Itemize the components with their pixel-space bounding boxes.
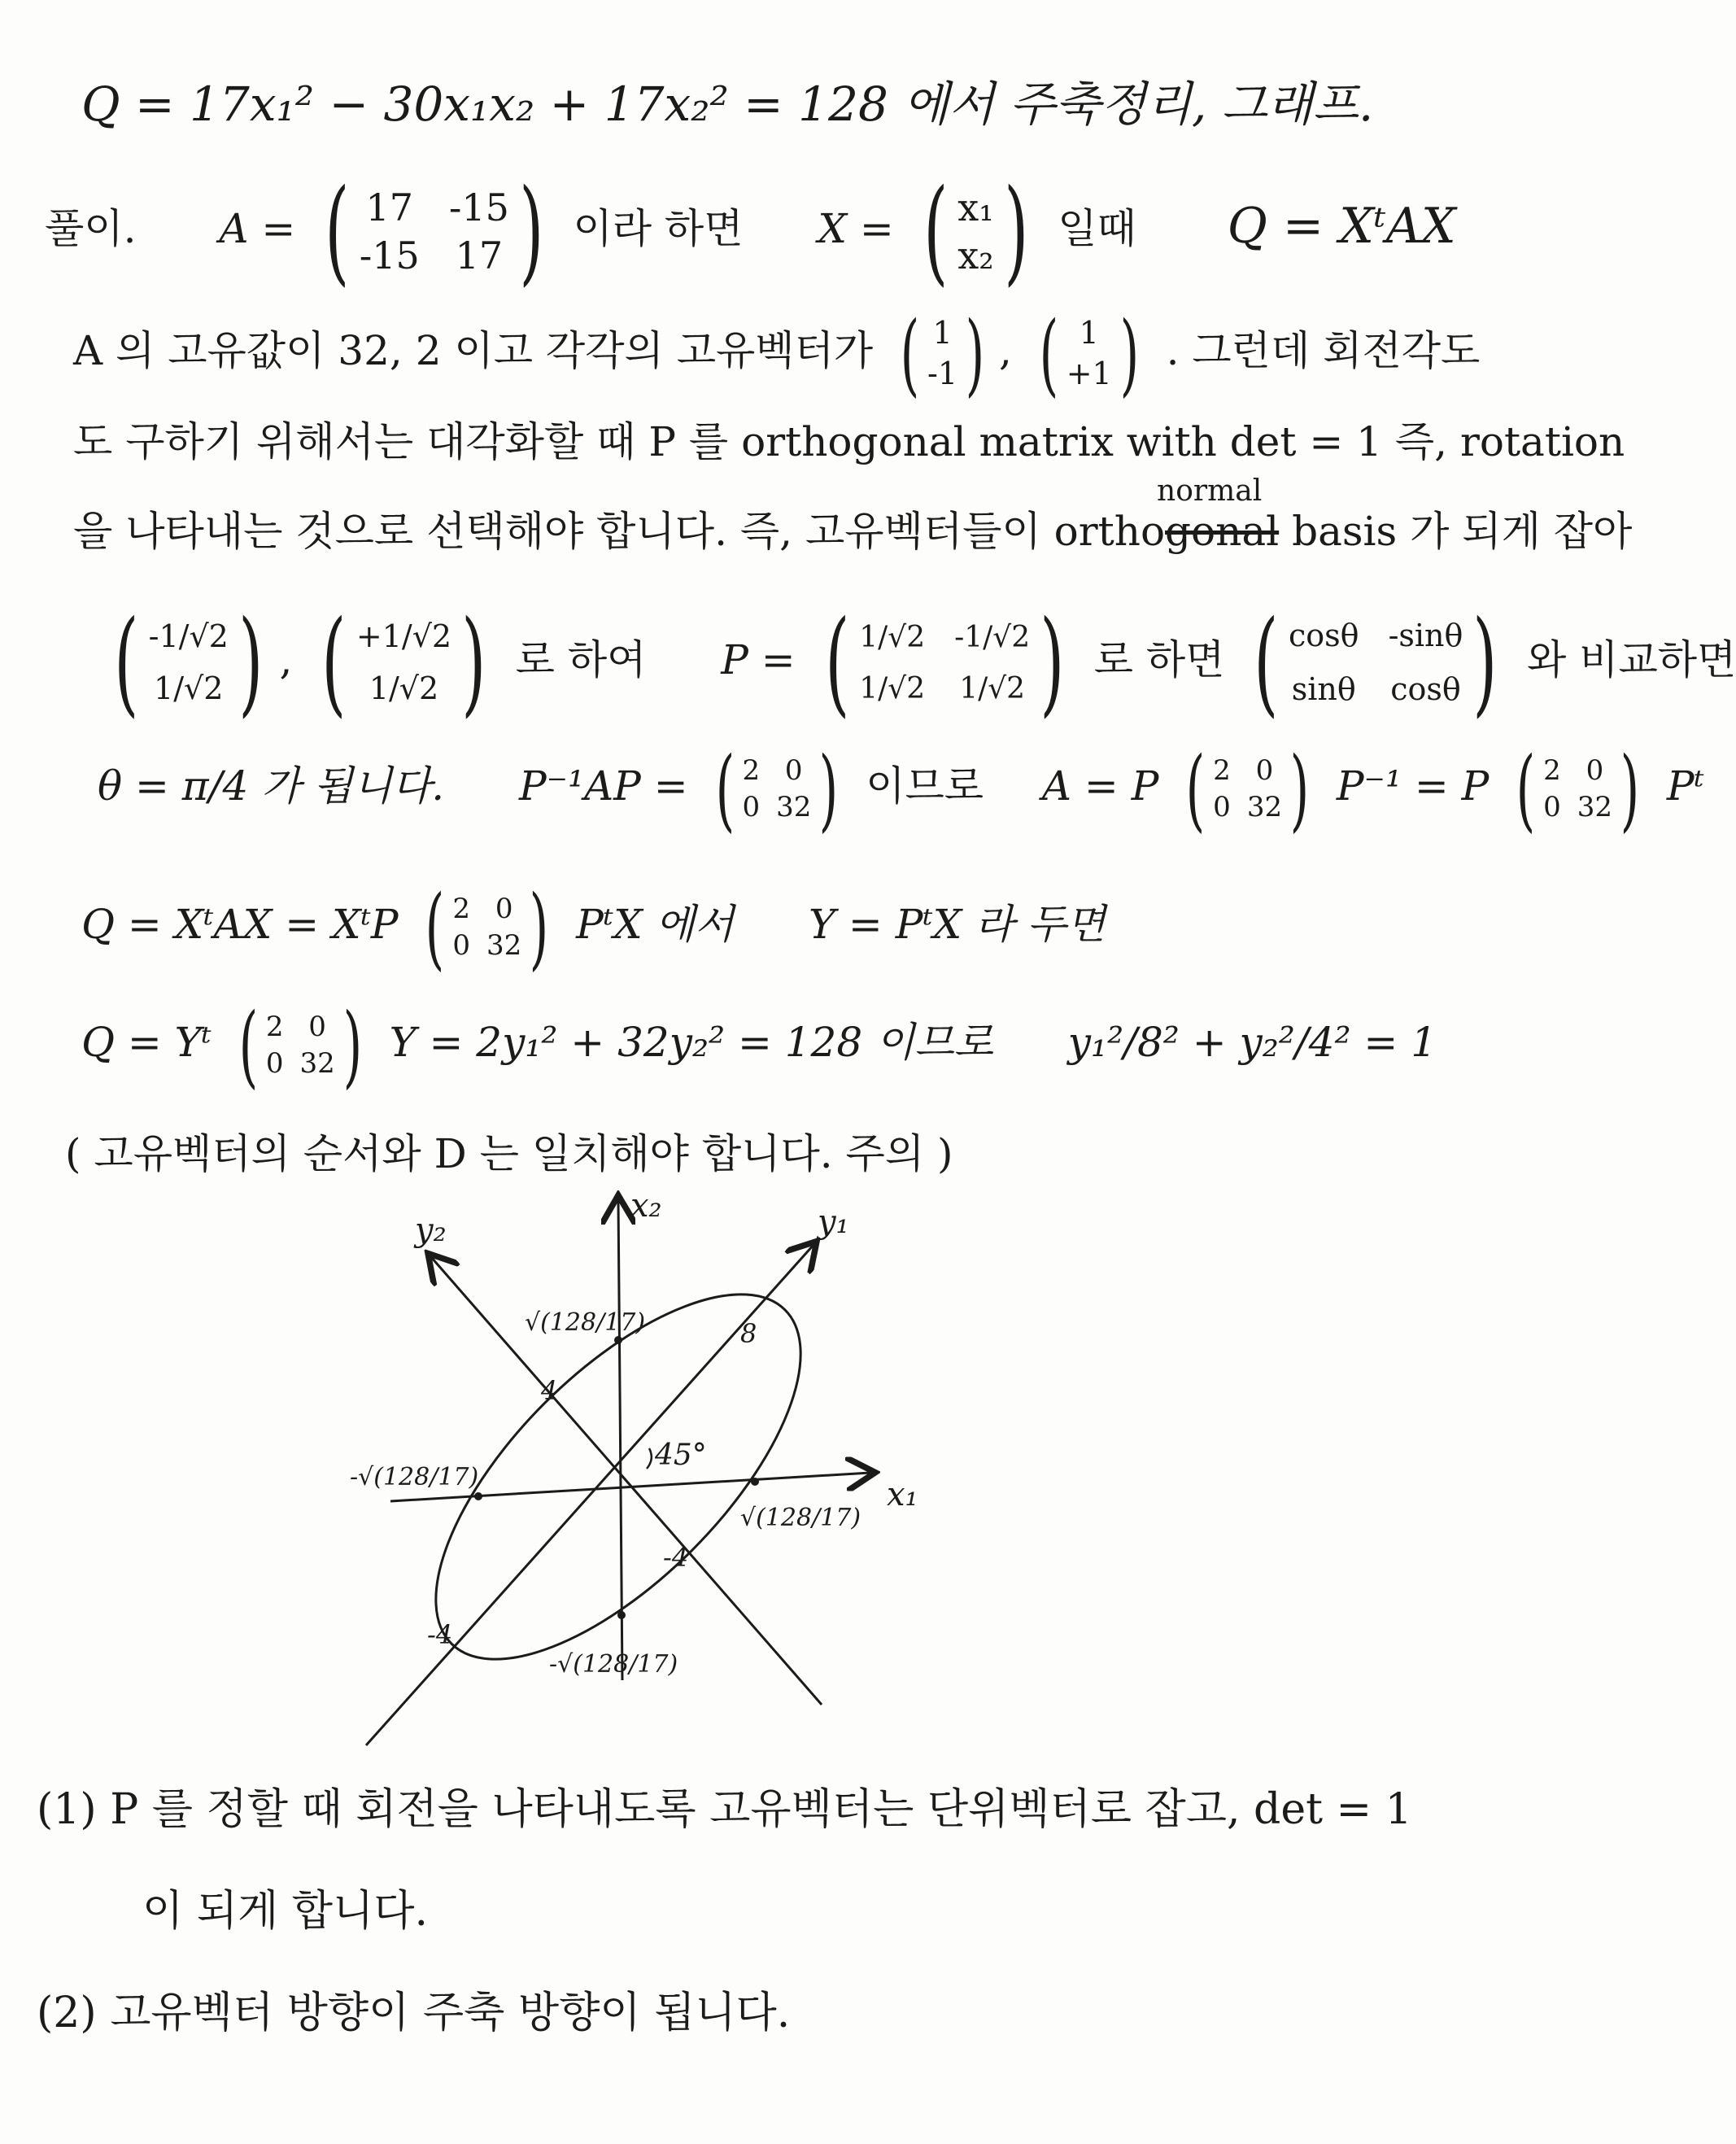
- diagonal-line: [98, 737, 1704, 841]
- point-x2-neg: [617, 1611, 626, 1619]
- p-text-1: 로 하여: [515, 636, 647, 683]
- q-expansion: Q = XᵗAX = XᵗP: [81, 901, 399, 948]
- eigen-text-end: . 그런데 회전각도: [1166, 327, 1481, 374]
- therefore-text: 이므로: [866, 762, 984, 810]
- p-matrix: ( 1/√2 -1/√2 1/√2 1/√2 ): [824, 596, 1065, 729]
- solution-label: 풀이.: [45, 205, 137, 252]
- label-angle: 45°: [655, 1439, 707, 1472]
- problem-statement: Q = 17x₁² − 30x₁x₂ + 17x₂² = 128 에서 주축정리, 그래프.: [81, 76, 1374, 132]
- unit-eigenvector-1: ( -1/√2 1/√2 ): [114, 596, 264, 729]
- ellipse-standard-form: y₁²/8² + y₂²/4² = 1: [1067, 1019, 1437, 1066]
- struck-text: gonal: [1165, 508, 1280, 555]
- note-2: (2) 고유벡터 방향이 주축 방향이 됩니다.: [37, 1989, 791, 2037]
- point-x1-pos: [751, 1478, 759, 1486]
- orthonormal-text: 을 나타내는 것으로 선택해야 합니다. 즉, 고유벡터들이 ortho: [73, 508, 1166, 555]
- vector-x: ( x₁ x₂ ): [923, 165, 1028, 298]
- angle-arc: [647, 1448, 652, 1469]
- p-text-2: 로 하면: [1093, 636, 1225, 683]
- substitution-line: [81, 876, 1106, 980]
- solution-when-text: 일때: [1058, 205, 1136, 252]
- label-y2: y₂: [415, 1212, 447, 1249]
- eigenvector-1: ( 1 -1 ): [900, 302, 985, 406]
- quadratic-form: Q = XᵗAX: [1227, 198, 1456, 255]
- label-x-pos: √(128/17): [740, 1504, 861, 1532]
- orthonormal-text-end: basis 가 되게 잡아: [1292, 508, 1633, 555]
- label-8: 8: [740, 1318, 757, 1349]
- p-transpose: Pᵗ: [1666, 762, 1704, 810]
- y-substitution: Y = PᵗX 라 두면: [809, 901, 1106, 948]
- p-text-3: 와 비교하면: [1526, 636, 1736, 683]
- matrix-a: ( 17 -15 -15 17 ): [325, 165, 544, 298]
- label-x-neg: -√(128/17): [350, 1463, 479, 1491]
- q-expanded-y: Y = 2y₁² + 32y₂² = 128 이므로: [389, 1019, 993, 1066]
- p-label: P =: [721, 636, 796, 683]
- label-neg4-a: -4: [663, 1542, 689, 1573]
- diag-matrix-1: ( 2 0 0 32 ): [715, 737, 839, 841]
- diag-matrix-2: ( 2 0 0 32 ): [1185, 737, 1310, 841]
- diag-matrix-3: ( 2 0 0 32 ): [1516, 737, 1640, 841]
- label-y-pos: √(128/17): [525, 1308, 646, 1337]
- orthonormal-line: [73, 474, 1633, 556]
- label-neg4-b: -4: [427, 1619, 453, 1650]
- ellipse-equation-line: [81, 993, 1437, 1098]
- point-x1-neg: [474, 1492, 482, 1500]
- eigen-line: A 의 고유값이 32, 2 이고 각각의 고유벡터가 ( 1 -1 ) , ( 1 +1 ) . 그런데 회전각도: [73, 302, 1481, 406]
- vector-x-label: X =: [818, 205, 894, 252]
- p-matrix-line: ( -1/√2 1/√2 ) , ( +1/√2 1/√2 ) 로 하여 P = ( 1/√2 -1/√2 1/√2 1/√2 ) 로 하면 ( cosθ -sinθ sinθ cosθ ) 와 비교하면: [98, 606, 1736, 720]
- inserted-text: normal: [1157, 474, 1263, 508]
- label-y-neg: -√(128/17): [549, 1650, 678, 1679]
- ptx-text: PᵗX 에서: [576, 901, 735, 948]
- point-x2-pos: [614, 1336, 622, 1344]
- rotation-matrix: ( cosθ -sinθ sinθ cosθ ): [1254, 596, 1498, 729]
- ellipse-graph: [342, 1184, 960, 1770]
- caution-note: ( 고유벡터의 순서와 D 는 일치해야 합니다. 주의 ): [65, 1130, 953, 1177]
- unit-eigenvector-2: ( +1/√2 1/√2 ): [321, 596, 486, 729]
- diag-matrix-4: ( 2 0 0 32 ): [425, 876, 549, 980]
- q-in-y: Q = Yᵗ: [81, 1019, 212, 1066]
- theta-text: θ = π/4 가 됩니다.: [98, 762, 445, 810]
- solution-line: [45, 165, 1456, 298]
- solution-mid-text: 이라 하면: [573, 205, 744, 252]
- diag-matrix-5: ( 2 0 0 32 ): [238, 993, 363, 1098]
- eigen-text: A 의 고유값이 32, 2 이고 각각의 고유벡터가: [73, 327, 874, 374]
- note-1-cont: 이 되게 합니다.: [142, 1887, 428, 1936]
- eigenvector-2: ( 1 +1 ): [1039, 302, 1139, 406]
- pinv-ap: P⁻¹AP =: [519, 762, 688, 810]
- a-equals-p: A = P: [1041, 762, 1159, 810]
- label-4: 4: [541, 1375, 558, 1406]
- rotation-line: 도 구하기 위해서는 대각화할 때 P 를 orthogonal matrix with det = 1 즉, rotation: [73, 418, 1625, 465]
- note-1: (1) P 를 정할 때 회전을 나타내도록 고유벡터는 단위벡터로 잡고, det = 1: [37, 1785, 1412, 1834]
- label-y1: y₁: [818, 1203, 849, 1241]
- matrix-a-label: A =: [219, 205, 296, 252]
- label-x1: x₁: [887, 1476, 918, 1513]
- pinv-equals-p: P⁻¹ = P: [1336, 762, 1490, 810]
- label-x2: x₂: [630, 1187, 662, 1225]
